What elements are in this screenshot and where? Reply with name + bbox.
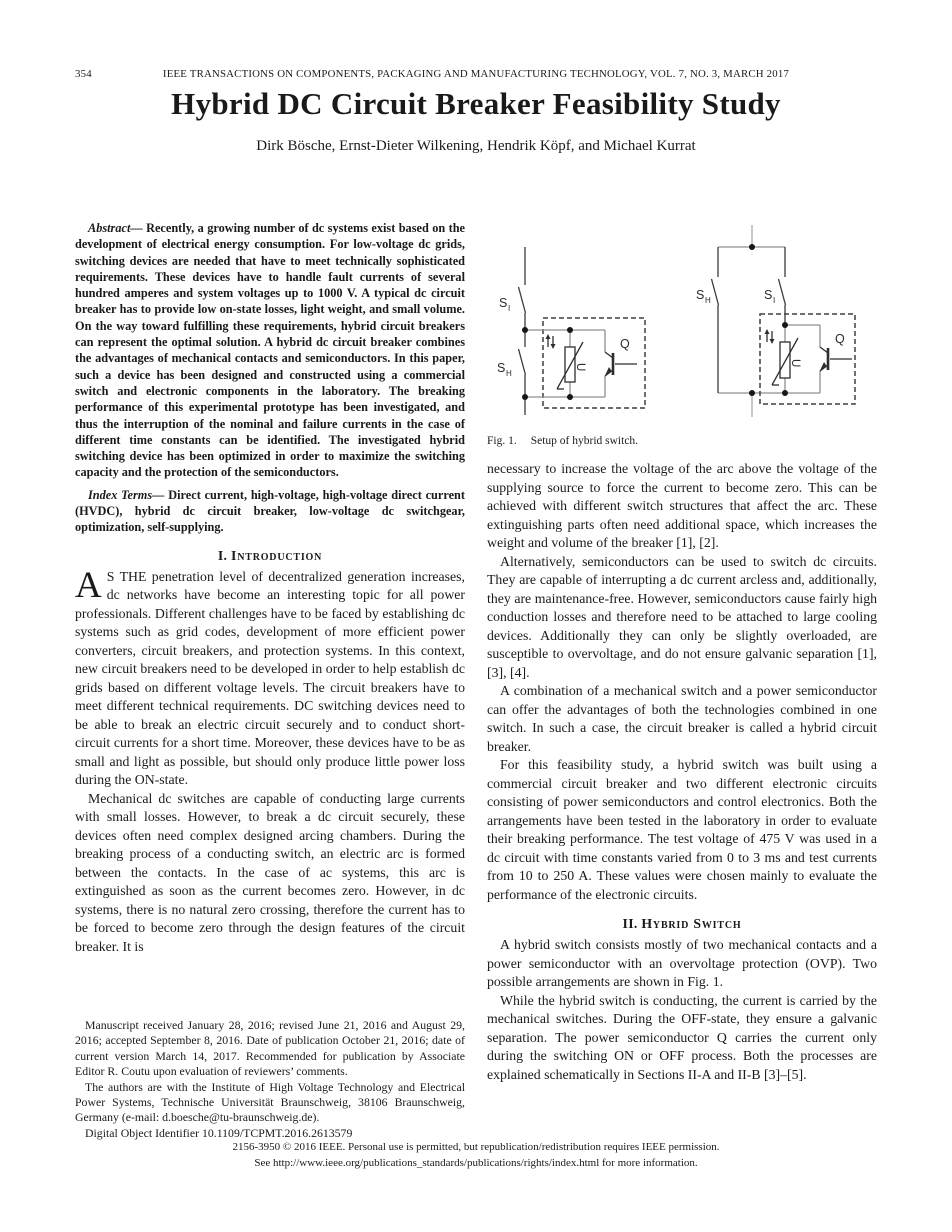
- semiconductor-q-label: Q: [835, 332, 845, 346]
- abstract-paragraph: [75, 220, 465, 481]
- bidirectional-arrows-icon: [765, 329, 775, 344]
- right-column: [487, 212, 877, 1084]
- continuation-paragraph: necessary to increase the voltage of the arc above the voltage of the supplying source to force the current to become zero. This can be achieved with different switch structures that affect the arc. These extinguishing parts often need additional space, which increases the weight and volume of the breaker [1], [2].: [487, 461, 877, 550]
- hybrid-switch-paragraph-2: While the hybrid switch is conducting, the current is carried by the mechanical switches. During the OFF-state, they ensure a galvanic separation. The power semiconductor Q carries the current only during the switching ON or OFF process. Both the processes are explained schematically in Sections II-A and II-B [3]–[5].: [487, 992, 877, 1082]
- abstract-label: Abstract—: [88, 221, 143, 235]
- running-head: [75, 68, 877, 84]
- page-number: 354: [75, 68, 92, 80]
- figure-1-caption: Fig. 1. Setup of hybrid switch.: [487, 435, 639, 447]
- varistor-u-label: U: [789, 359, 801, 368]
- bidirectional-arrows-icon: [546, 334, 556, 349]
- semiconductor-q-label: Q: [620, 337, 630, 351]
- intro-paragraph-1: A S THE penetration level of decentralized generation increases, dc networks have become an interesting topic for all power professionals. Different challenges have to be faced by establishing dc systems such as grid codes, development of more efficient power converters, circuit breakers, and protection systems. In this context, new circuit breakers need to be developed in order to help establish dc grids based on different voltage levels. The circuit breakers have to meet different technical requirements. DC switching devices need to be able to break an electric circuit securely and to conduct short-circuit currents for a short time. Moreover, these devices have to be as small and light as possible, but should only produce little power loss during the ON-state.: [75, 564, 465, 788]
- hybrid-switch-paragraph-1: A hybrid switch consists mostly of two mechanical contacts and a power semiconductor with an overvoltage protection (OVP). Two possible arrangements are shown in Fig. 1.: [487, 937, 877, 989]
- intro-paragraph-2: Mechanical dc switches are capable of conducting large currents with small losses. However, to break a dc circuit securely, these devices often need complex designed arcing chambers. During the breaking process of a conducting switch, an electric arc is formed between the contacts. In the case of ac systems, this arc is extinguished as soon as the current becomes zero. However, in dc systems, there is no natural zero crossing, therefore the current has to be forced to become zero through the design features of the circuit breaker. It is: [75, 790, 465, 954]
- first-page-footnotes: [75, 1018, 465, 1141]
- switch-sh-blade: [712, 279, 719, 305]
- svg-text:H: H: [506, 369, 512, 378]
- varistor-u-label: U: [574, 363, 586, 372]
- footnote-manuscript: Manuscript received January 28, 2016; revised June 21, 2016 and August 29, 2016; accepted September 8, 2016. Date of publication October 21, 2016; date of current version March 14, 2017. Recommended for publication by Associate Editor R. Coutu upon evaluation of reviewers’ comments.: [75, 1018, 465, 1079]
- svg-text:H: H: [705, 296, 711, 305]
- switch-si-label: S: [499, 296, 508, 310]
- switch-si-blade: [779, 279, 786, 305]
- figure-1: [487, 212, 877, 448]
- permissions-line: See http://www.ieee.org/publications_standards/publications/rights/index.html for more information.: [254, 1156, 698, 1169]
- introduction-section: [75, 548, 465, 957]
- hybrid-switch-circuit-diagram: [487, 212, 877, 430]
- section-heading-hybrid-switch: II. Hybrid Switch: [622, 916, 742, 931]
- ovp-dashed-box: [543, 318, 645, 408]
- right-column-text: [487, 460, 877, 1084]
- switch-si-label: S: [764, 288, 773, 302]
- series-hybrid-circuit: [519, 247, 646, 415]
- copyright-line: 2156-3950 © 2016 IEEE. Personal use is permitted, but republication/redistribution requires IEEE permission.: [232, 1141, 720, 1153]
- abstract-text: Recently, a growing number of dc systems exist based on the development of electrical energy consumption. For low-voltage dc grids, switching devices are needed that have to meet technically sophisticated requirements. These devices have to handle fault currents of several hundred amperes and system voltages up to 1000 V. A typical dc circuit breaker has to provide low on-state losses, light weight, and small volume. On the way toward fulfilling these requirements, hybrid circuit breakers can represent the optimal solution. A hybrid dc circuit breaker combines the advantages of mechanical contacts and semiconductors. In this paper, such a device has been designed and constructed using a commercial switch and electronic components in the laboratory. The breaking performance of this experimental prototype has been investigated, and thus the interruption of the nominal and failure currents in the case of different time constants can be identified. The investigated hybrid switching device has been optimized in order to maximize the switching capacity and the protection of the semiconductors.: [75, 221, 465, 480]
- drop-cap: A: [75, 564, 102, 606]
- left-column: [75, 220, 465, 956]
- index-terms-label: Index Terms—: [88, 487, 165, 502]
- paragraph-combination: A combination of a mechanical switch and a power semiconductor can offer the advantages of both the technologies combined in one switch. In such a case, the circuit breaker is called a hybrid circuit breaker.: [487, 683, 877, 754]
- paragraph-feasibility: For this feasibility study, a hybrid switch was built using a commercial circuit breaker and two different electronic circuits consisting of power semiconductors and control electronics. Both the arrangements have been tested in the laboratory in order to evaluate their breaking performance. The test voltage of 475 V was used in a dc circuit with time constants varied from 0 to 3 ms and test currents from 10 to 250 A. These values were chosen mainly to evaluate the performance of the electronic circuits.: [487, 757, 877, 902]
- igbt-icon: [820, 347, 853, 372]
- footnote-doi: Digital Object Identifier 10.1109/TCPMT.2016.2613579: [85, 1125, 353, 1140]
- authors-line: Dirk Bösche, Ernst-Dieter Wilkening, Hendrik Köpf, and Michael Kurrat: [256, 138, 696, 154]
- paragraph-semiconductors: Alternatively, semiconductors can be used to switch dc circuits. They are capable of interrupting a dc current arcless and, additionally, they are maintenance-free. However, semiconductors cause fairly high conduction losses and therefore need to be attached to large cooling devices. Additionally they can only be slightly overloaded, are susceptible to overvoltage, and do not ensure galvanic separation [1], [3], [4].: [487, 553, 877, 680]
- index-terms-paragraph: [75, 487, 465, 536]
- svg-text:I: I: [508, 304, 511, 313]
- svg-text:I: I: [773, 296, 776, 305]
- switch-si-blade: [519, 287, 526, 313]
- switch-sh-blade: [519, 349, 526, 375]
- index-terms-text: Direct current, high-voltage, high-voltage direct current (HVDC), hybrid dc circuit breaker, low-voltage dc switchgear, optimization, self-supplying.: [75, 487, 465, 535]
- copyright-footer: [0, 1140, 952, 1171]
- switch-sh-label: S: [497, 361, 506, 375]
- paper-title: Hybrid DC Circuit Breaker Feasibility Study: [171, 86, 781, 121]
- igbt-icon: [605, 352, 638, 377]
- footnote-affiliation: The authors are with the Institute of High Voltage Technology and Electrical Power Systems, Technische Universität Braunschweig, 38106 Braunschweig, Germany (e-mail: d.boesche@tu-braunschweig.de).: [75, 1079, 465, 1125]
- section-heading-introduction: I. Introduction: [217, 547, 323, 563]
- journal-title: IEEE TRANSACTIONS ON COMPONENTS, PACKAGING AND MANUFACTURING TECHNOLOGY, VOL. 7, NO. 3, MARCH 2017: [162, 68, 790, 80]
- parallel-hybrid-circuit: [712, 225, 856, 417]
- switch-sh-label: S: [696, 288, 705, 302]
